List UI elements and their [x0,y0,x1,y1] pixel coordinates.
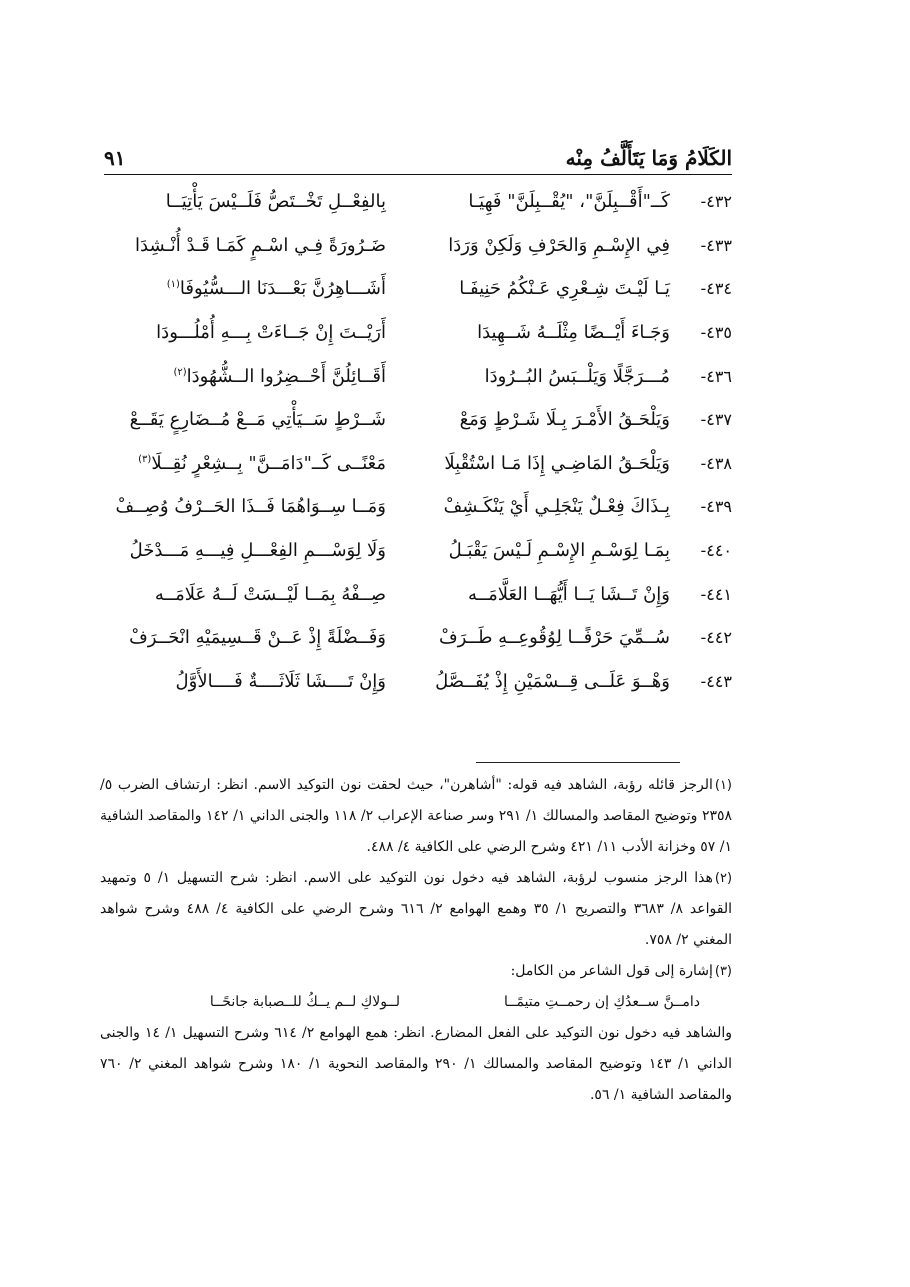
verse-first-hemistich: وَيَلْحَـقُ المَاضِـي إِذَا مَـا اسْتُقْبِلَا [444,452,670,474]
verse-first-hemistich: وَجَـاءَ أَيْــضًا مِثْلَــهُ شَــهِيدَا [477,322,670,344]
verse-second-hemistich [100,540,386,561]
verse-second-hemistich-text: صِــفْهُ بِمَــا لَيْــسَتْ لَــهُ عَلَامَــه [154,583,386,605]
footnote-reference: (١) [166,279,180,291]
verse-number: ٤٣٩- [700,497,732,517]
footnote-3-continuation: والشاهد فيه دخول نون التوكيد على الفعل المضارع. انظر: همع الهوامع ٢/ ٦١٤ وشرح التسهيل ١/ ١٤ والجنى الداني ١/ ١٤٣ وتوضيح المقاصد والمسالك ١/ ٢٩٠ والمقاصد النحوية ١/ ١٨٠ وشرح شواهد المغني ٢/ ٧٦٠ والمقاصد الشافية ١/ ٥٦. [100,1025,733,1103]
verse-number: ٤٤٢- [700,628,732,648]
verse-second-hemistich-text: أَقَــائِلُنَّ أَحْــضِرُوا الــشُّهُودَا [186,365,386,387]
footnote-text: الرجز قائله رؤبة، الشاهد فيه قوله: "أشاهرن"، حيث لحقت نون التوكيد الاسم. انظر: ارتشاف الضرب ٥/ ٢٣٥٨ وتوضيح المقاصد والمسالك ١/ ٢٩١ وسر صناعة الإعراب ٢/ ١١٨ والجنى الداني ١/ ١٤٢ والمقاصد الشافية ١/ ٥٧ وخزانة الأدب ١١/ ٤٢١ وشرح الرضي على الكافية ٤/ ٤٨٨. [100,777,733,855]
verse-second-hemistich-text: بِالفِعْــلِ تَخْــتَصُّ فَلَــيْسَ يَأْتِيَــا [165,191,386,213]
verse-line [100,354,732,398]
footnote-mark: (١) [714,778,732,793]
verse-second-hemistich [100,278,386,299]
verse-number: ٤٣٨- [700,453,732,473]
verse-second-hemistich-text: أَرَيْــتَ إِنْ جَــاءَتْ بِـــهِ أُمْلُـــودَا [156,322,386,344]
verse-second-hemistich [100,584,386,605]
verse-second-hemistich [100,453,386,474]
verse-second-hemistich-text: وَإِنْ تَــــشَا ثَلَاثَــــةٌ فَــــالأَوَّلُ [175,670,386,692]
footnote-text: إشارة إلى قول الشاعر من الكامل: [510,963,713,979]
verse-first-hemistich: وَهْــوَ عَلَــى قِــسْمَيْنِ إِذْ يُفَــصَّلُ [435,670,670,692]
footnote-1 [100,770,732,863]
verse-line [100,442,732,486]
quoted-couplet [100,987,732,1018]
couplet-first-hemistich: دامــنَّ ســعدُكِ إن رحمــتِ متيمًــا [504,994,700,1010]
verse-line [100,572,732,616]
verse-line [100,224,732,268]
verse-list [100,180,732,703]
verse-first-hemistich: وَيَلْحَـقُ الأَمْـرَ بِـلَا شَـرْطٍ وَمَعْ [459,409,670,431]
footnote-reference: (٢) [173,366,187,378]
verse-second-hemistich-text: ضَـرُورَةً فِـي اسْـمٍ كَمَـا قَـدْ أُنْـشِدَا [135,234,386,256]
verse-first-hemistich: وَإِنْ تَــشَا يَــا أَيُّهَــا العَلَّامَــه [467,583,670,605]
verse-number: ٤٣٣- [700,235,732,255]
verse-second-hemistich [100,409,386,430]
verse-line [100,180,732,224]
verse-first-hemistich: مُـــرَجَّلًا وَيَلْــبَسُ البُــرُودَا [484,365,670,387]
verse-second-hemistich [100,627,386,648]
verse-first-hemistich: سُــمِّيَ حَرْفًــا لِوُقُوعِــهِ طَــرَفْ [439,627,670,649]
footnote-mark: (٢) [714,871,733,886]
verse-second-hemistich-text: شَــرْطٍ سَــيَأْتِي مَــعْ مُــضَارِعٍ يَقَــعْ [129,409,386,431]
verse-number: ٤٣٧- [700,410,732,430]
verse-first-hemistich: بِـذَاكَ فِعْـلٌ يَنْجَلِـي أَيْ يَنْكَـشِفْ [443,496,670,518]
verse-line [100,660,732,704]
footnote-2 [100,863,732,956]
verse-second-hemistich [100,235,386,256]
running-title: الكَلَامُ وَمَا يَتَأَلَّفُ مِنْه [565,146,732,170]
verse-second-hemistich [100,496,386,517]
verse-line [100,485,732,529]
verse-line [100,267,732,311]
verse-second-hemistich-text: مَعْنًــى كَــ"دَامَــنَّ" بِــشِعْرٍ نُقِــلَا [151,452,386,474]
verse-second-hemistich [100,366,386,387]
verse-number: ٤٣٢- [700,192,732,212]
footnote-divider [476,762,680,763]
page-number: ٩١ [104,146,126,170]
verse-second-hemistich [100,671,386,692]
footnote-reference: (٣) [138,453,152,465]
page-header [104,136,732,175]
verse-line [100,529,732,573]
verse-number: ٤٤٠- [700,541,732,561]
verse-number: ٤٣٥- [700,323,732,343]
verse-first-hemistich: يَـا لَيْـتَ شِـعْرِي عَـنْكُمُ حَنِيفَـا [459,278,670,300]
verse-number: ٤٣٦- [700,366,732,386]
footnote-3 [100,956,732,987]
verse-second-hemistich-text: وَفَــضْلَةً إِذْ عَــنْ قَــسِيمَيْهِ انْحَــرَفْ [129,627,386,649]
verse-second-hemistich [100,191,386,212]
verse-line [100,311,732,355]
footnote-text: هذا الرجز منسوب لرؤبة، الشاهد فيه دخول نون التوكيد على الاسم. انظر: شرح التسهيل ١/ ٥ وتمهيد القواعد ٨/ ٣٦٨٣ والتصريح ١/ ٣٥ وهمع الهوامع ٢/ ٦١٦ وشرح الرضي على الكافية ٤/ ٤٨٨ وشرح شواهد المغني ٢/ ٧٥٨. [100,870,732,948]
verse-line [100,616,732,660]
verse-number: ٤٤١- [700,584,732,604]
verse-first-hemistich: بِمَـا لِوَسْـمِ الإِسْـمِ لَـيْسَ يَقْبَـلُ [448,540,670,562]
verse-second-hemistich-text: وَلَا لِوَسْـــمِ الفِعْـــلِ فِيـــهِ مَـــدْخَلُ [129,540,386,562]
verse-second-hemistich-text: أَشَـــاهِرُنَّ بَعْـــدَنَا الـــسُّيُوفَا [179,278,386,300]
verse-second-hemistich [100,322,386,343]
verse-first-hemistich: فِي الإِسْـمِ وَالحَرْفِ وَلَكِنْ وَرَدَا [448,234,670,256]
footnotes [100,770,732,1111]
verse-line [100,398,732,442]
verse-second-hemistich-text: وَمَــا سِــوَاهُمَا فَــذَا الحَــرْفُ وُصِــفْ [115,496,386,518]
footnote-mark: (٣) [714,964,732,979]
couplet-second-hemistich: لــولاكِ لــم يــكُ للــصبابة جانحًــا [209,994,400,1010]
verse-number: ٤٤٣- [700,671,732,691]
verse-number: ٤٣٤- [700,279,732,299]
verse-first-hemistich: كَــ"أَقْــبِلَنَّ"، "يُقْــبِلَنَّ" فَهِيَـا [468,191,670,213]
